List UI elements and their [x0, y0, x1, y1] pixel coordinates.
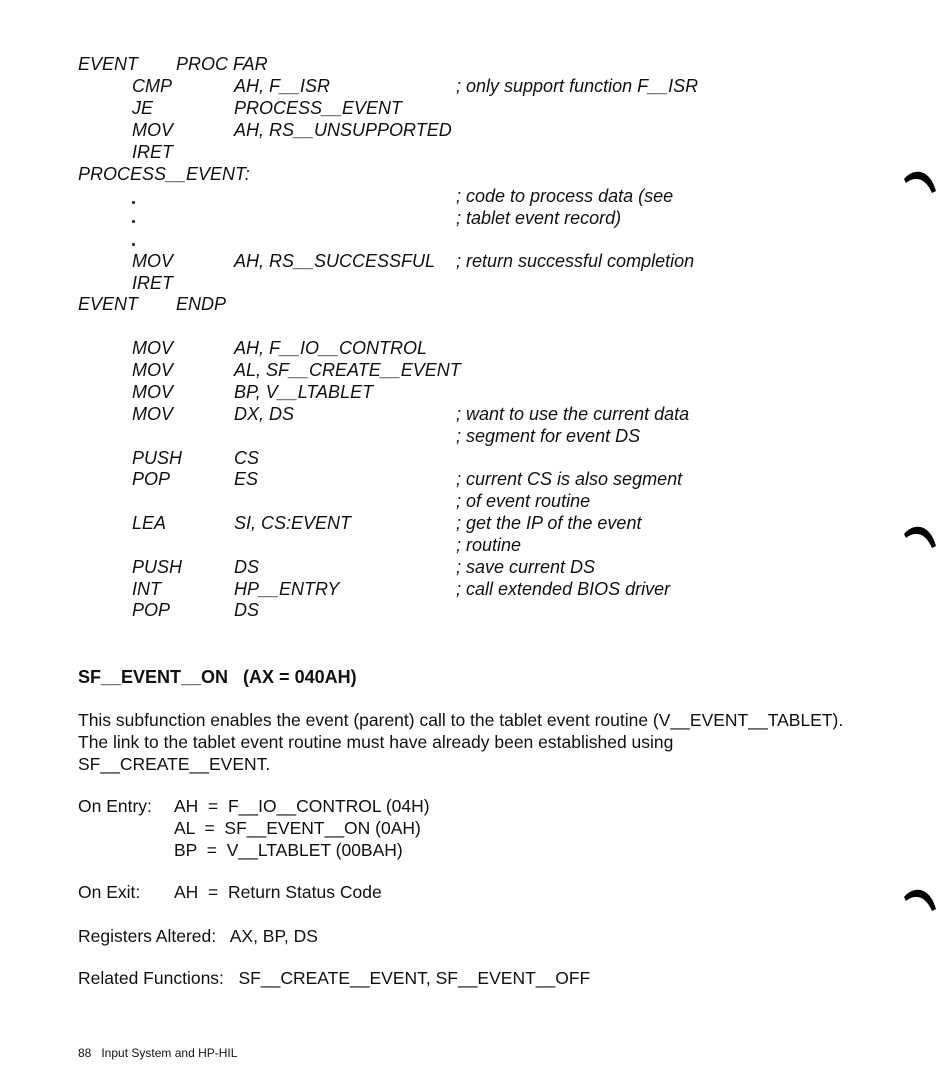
code-line	[0, 250, 950, 272]
code-label: EVENT	[78, 54, 139, 74]
code-comment: ; return successful completion	[456, 251, 695, 271]
margin-mark-icon	[902, 520, 940, 552]
on-exit-value: AH = Return Status Code	[174, 882, 382, 902]
code-line	[0, 185, 950, 207]
code-mnemonic: POP	[132, 600, 171, 620]
code-operands: AH, RS__SUCCESSFUL	[234, 251, 436, 271]
code-mnemonic: MOV	[132, 404, 174, 424]
section-heading: SF__EVENT__ON (AX = 040AH)	[78, 667, 357, 687]
code-mnemonic: PUSH	[132, 448, 183, 468]
code-line	[0, 403, 950, 425]
code-comment: ; segment for event DS	[456, 426, 641, 446]
related-functions: Related Functions: SF__CREATE__EVENT, SF__EVENT__OFF	[78, 968, 591, 988]
code-line	[0, 97, 950, 119]
code-operands: AL, SF__CREATE__EVENT	[234, 360, 461, 380]
code-mnemonic: MOV	[132, 120, 174, 140]
code-operands: DX, DS	[234, 404, 295, 424]
code-line	[0, 207, 950, 229]
code-comment: ; code to process data (see	[456, 186, 674, 206]
code-mnemonic: PUSH	[132, 557, 183, 577]
code-line	[0, 119, 950, 141]
code-line	[0, 272, 950, 294]
code-line	[0, 512, 950, 534]
code-operands: CS	[234, 448, 260, 468]
code-comment: ; only support function F__ISR	[456, 76, 699, 96]
code-operands: ES	[234, 469, 259, 489]
code-directive: ENDP	[176, 294, 227, 314]
code-line	[0, 337, 950, 359]
code-line	[0, 163, 950, 185]
code-operands: AH, F__IO__CONTROL	[234, 338, 428, 358]
code-line	[0, 53, 950, 75]
description-paragraph	[78, 709, 898, 775]
code-operands: SI, CS:EVENT	[234, 513, 352, 533]
code-operands: AH, RS__UNSUPPORTED	[234, 120, 452, 140]
ellipsis-dot	[132, 220, 135, 223]
margin-mark-icon	[902, 165, 940, 197]
code-line	[0, 359, 950, 381]
code-mnemonic: JE	[132, 98, 154, 118]
code-line	[0, 490, 950, 512]
code-comment: ; save current DS	[456, 557, 596, 577]
code-line	[0, 534, 950, 556]
code-line	[0, 578, 950, 600]
page-footer: 88 Input System and HP-HIL	[78, 1046, 238, 1060]
code-mnemonic: IRET	[132, 142, 174, 162]
code-line	[0, 599, 950, 621]
paragraph-line: The link to the tablet event routine must have already been established using	[78, 732, 674, 752]
code-line	[0, 468, 950, 490]
registers-altered: Registers Altered: AX, BP, DS	[78, 926, 318, 946]
code-operands: DS	[234, 600, 260, 620]
code-operands: AH, F__ISR	[234, 76, 331, 96]
on-entry-line: AH = F__IO__CONTROL (04H)	[174, 796, 430, 816]
code-mnemonic: IRET	[132, 273, 174, 293]
code-line	[0, 425, 950, 447]
on-entry-label: On Entry:	[78, 796, 152, 816]
ellipsis-dot	[132, 201, 135, 204]
code-mnemonic: MOV	[132, 382, 174, 402]
code-comment: ; want to use the current data	[456, 404, 690, 424]
code-mnemonic: LEA	[132, 513, 167, 533]
code-line	[0, 75, 950, 97]
code-label: PROCESS__EVENT:	[78, 164, 250, 184]
code-mnemonic: MOV	[132, 360, 174, 380]
paragraph-line: SF__CREATE__EVENT.	[78, 754, 271, 774]
margin-mark-icon	[902, 883, 940, 915]
code-line	[0, 556, 950, 578]
code-line	[0, 141, 950, 163]
on-entry-line: BP = V__LTABLET (00BAH)	[174, 840, 403, 860]
code-comment: ; current CS is also segment	[456, 469, 683, 489]
code-comment: ; call extended BIOS driver	[456, 579, 671, 599]
code-operands: DS	[234, 557, 260, 577]
code-comment: ; tablet event record)	[456, 208, 622, 228]
code-label: EVENT	[78, 294, 139, 314]
code-mnemonic: MOV	[132, 251, 174, 271]
on-entry-line: AL = SF__EVENT__ON (0AH)	[174, 818, 421, 838]
code-operands: HP__ENTRY	[234, 579, 340, 599]
code-operands: PROCESS__EVENT	[234, 98, 403, 118]
code-directive: PROC FAR	[176, 54, 268, 74]
code-line	[0, 293, 950, 315]
code-line	[0, 447, 950, 469]
code-mnemonic: POP	[132, 469, 171, 489]
code-mnemonic: INT	[132, 579, 161, 599]
code-comment: ; of event routine	[456, 491, 591, 511]
on-exit-label: On Exit:	[78, 882, 141, 902]
paragraph-line: This subfunction enables the event (parent) call to the tablet event routine (V__EVENT__TABLET).	[78, 710, 844, 730]
code-line	[0, 381, 950, 403]
code-operands: BP, V__LTABLET	[234, 382, 374, 402]
code-mnemonic: MOV	[132, 338, 174, 358]
code-comment: ; get the IP of the event	[456, 513, 642, 533]
ellipsis-dot	[132, 243, 135, 246]
code-comment: ; routine	[456, 535, 522, 555]
code-mnemonic: CMP	[132, 76, 172, 96]
